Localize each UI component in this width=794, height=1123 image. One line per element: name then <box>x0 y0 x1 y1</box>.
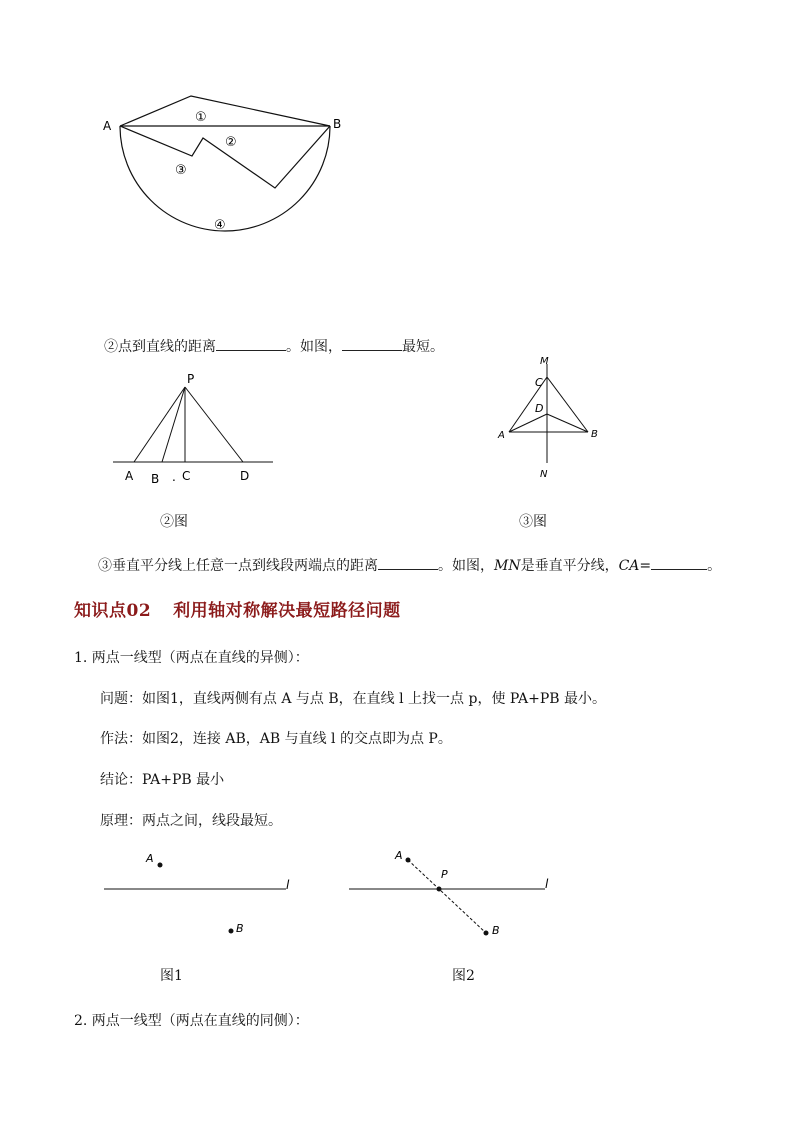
segment-bc <box>547 377 588 432</box>
item-2-text-c: 最短。 <box>402 339 444 355</box>
segment-pb <box>162 387 185 462</box>
label-a: A <box>395 849 403 862</box>
figure-caption: ②图 <box>160 514 188 530</box>
point-a <box>406 858 411 863</box>
point-a <box>158 863 163 868</box>
figure-caption: ③图 <box>519 514 547 530</box>
item-2-text-b: 。如图， <box>286 339 342 355</box>
label-b: B <box>236 922 244 935</box>
point-1-method: 作法：如图2，连接 AB，AB 与直线 l 的交点即为点 P。 <box>100 731 452 747</box>
section-heading <box>74 596 401 621</box>
label-path-1: ① <box>195 110 207 125</box>
figure-caption: 图1 <box>160 968 183 984</box>
label-dot: . <box>172 470 176 484</box>
item-3-text-b: 。如图， <box>438 558 494 574</box>
point-1-problem: 问题：如图1，直线两侧有点 A 与点 B，在直线 l 上找一点 p，使 PA+PB 最小。 <box>100 691 607 707</box>
figure-caption: 图2 <box>452 968 475 984</box>
label-p: P <box>187 372 195 386</box>
item-3-ca: CA <box>618 558 640 574</box>
label-b: B <box>492 924 500 937</box>
label-b: B <box>151 472 160 486</box>
label-c: C <box>535 376 543 389</box>
point-p <box>437 887 442 892</box>
point-2-title: 2. 两点一线型（两点在直线的同侧）： <box>74 1013 309 1029</box>
label-a: A <box>125 469 134 483</box>
section-code: 知识点02 <box>74 601 152 621</box>
label-c: C <box>182 469 191 483</box>
label-l: l <box>545 877 549 891</box>
label-p: P <box>441 868 448 881</box>
point-b <box>484 931 489 936</box>
label-b: B <box>591 429 598 440</box>
label-path-3: ③ <box>175 163 187 178</box>
point-1-title: 1. 两点一线型（两点在直线的异侧）： <box>74 650 309 666</box>
label-m: M <box>540 356 549 367</box>
label-a: A <box>103 119 112 133</box>
point-1-conclusion: 结论：PA+PB 最小 <box>100 772 225 788</box>
item-3-mn: MN <box>494 558 521 574</box>
label-d: D <box>535 402 544 415</box>
segment-pd <box>185 387 243 462</box>
figure-paths-semicircle <box>95 88 355 248</box>
label-a: A <box>498 430 505 441</box>
blank-field[interactable] <box>216 338 286 351</box>
blank-field[interactable] <box>342 338 402 351</box>
item-3-text-a: ③垂直平分线上任意一点到线段两端点的距离 <box>98 558 378 574</box>
blank-field[interactable] <box>378 557 438 570</box>
item-3-text-e: 。 <box>707 558 722 574</box>
label-a: A <box>146 852 154 865</box>
label-path-4: ④ <box>214 218 226 233</box>
point-1-principle: 原理：两点之间，线段最短。 <box>100 813 282 829</box>
item-2-text-a: ②点到直线的距离 <box>104 339 216 355</box>
item-3-line <box>98 555 721 575</box>
item-3-text-d: = <box>639 558 652 574</box>
blank-field[interactable] <box>651 557 707 570</box>
label-d: D <box>240 469 250 483</box>
label-b: B <box>333 117 342 131</box>
figure-perpendicular-bisector <box>490 350 610 485</box>
figure-point-to-line <box>105 370 280 495</box>
figure-2 <box>345 845 555 945</box>
segment-pa <box>134 387 185 462</box>
label-n: N <box>540 469 548 480</box>
path-1 <box>120 96 330 126</box>
figure-1 <box>100 845 300 945</box>
label-l: l <box>286 878 290 892</box>
point-b <box>229 929 234 934</box>
section-title: 利用轴对称解决最短路径问题 <box>173 601 401 621</box>
item-3-text-c: 是垂直平分线， <box>520 558 619 574</box>
label-path-2: ② <box>225 135 237 150</box>
item-2-line <box>104 336 444 356</box>
